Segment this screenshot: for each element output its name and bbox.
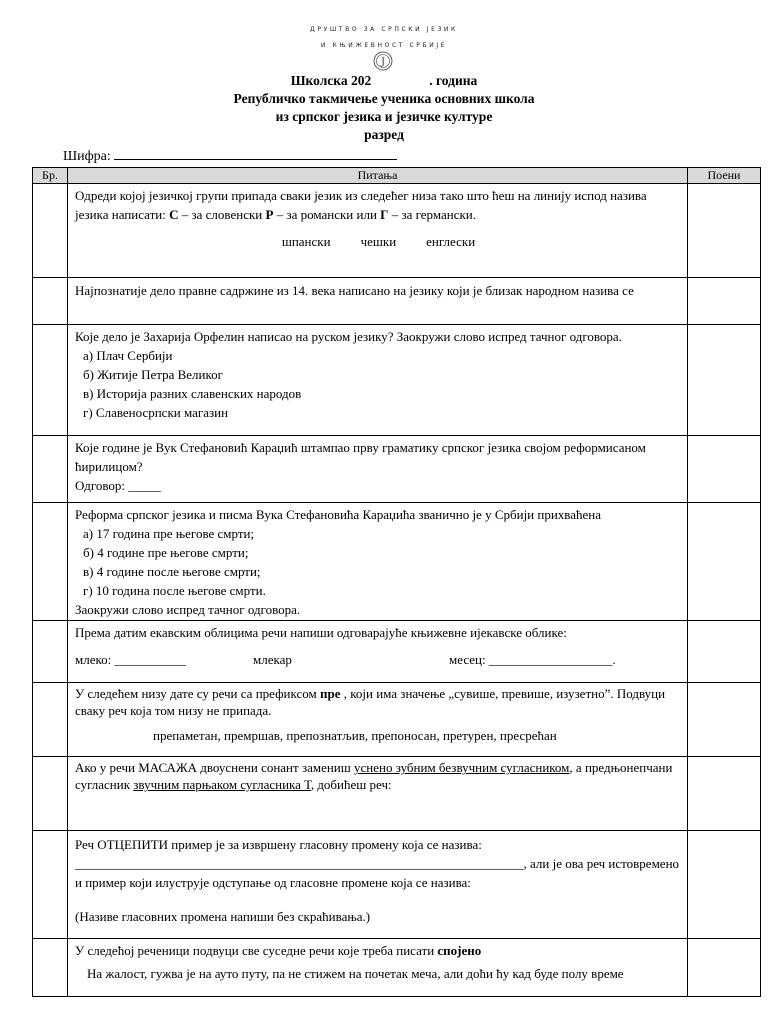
- question-number-cell: [33, 621, 68, 683]
- answer-option: а) Плач Сербији: [83, 348, 173, 364]
- answer-option: а) 17 година пре његове смрти;: [83, 525, 255, 541]
- question-row-9: [33, 830, 761, 938]
- question-cell[interactable]: Најпознатије дело правне садржине из 14. века написано на језику који је близак народном назива се: [68, 278, 688, 325]
- answer-option: в) Историја разних славенских народов: [83, 386, 302, 402]
- answer-line: Одговор: _____: [75, 477, 161, 493]
- sentence: На жалост, гужва је на ауто путу, па не стижем на почетак меча, али доћи ћу кад буде полу време: [87, 965, 624, 981]
- points-cell[interactable]: [688, 830, 761, 938]
- word-list: препаметан, премршав, препознатљив, препоносан, претурен, пресрећан: [153, 728, 557, 744]
- points-cell[interactable]: [688, 757, 761, 830]
- organization-name-line2: И КЊИЖЕВНОСТ СРБИЈЕ: [320, 42, 448, 49]
- grade-label: разред: [364, 127, 404, 142]
- points-cell[interactable]: [688, 502, 761, 620]
- code-field[interactable]: [63, 146, 397, 165]
- school-year-suffix: . година: [429, 73, 478, 88]
- language-word: чешки: [360, 234, 397, 250]
- points-cell[interactable]: [688, 278, 761, 325]
- points-cell[interactable]: [688, 325, 761, 435]
- question-number-cell: [33, 830, 68, 938]
- points-cell[interactable]: [688, 683, 761, 757]
- points-cell[interactable]: [688, 184, 761, 278]
- code-label: Шифра:: [63, 149, 111, 164]
- answer-option: б) 4 године пре његове смрти;: [83, 544, 249, 560]
- question-number-cell: [33, 325, 68, 435]
- question-cell[interactable]: Реформа српског језика и писма Вука Стефановића Караџића званично је у Србији прихваћена а) 17 година пре његове смрти; б) 4 године пре његове смрти; в) 4 године после његове смрти; г) 10 година после његове смрти. Заокружи слово испред тачног одговора.: [68, 502, 688, 620]
- table-header-row: [33, 168, 761, 184]
- question-cell[interactable]: Које дело је Захарија Орфелин написао на руском језику? Заокружи слово испред тачног одговора. а) Плач Сербији б) Житије Петра Великог в) Историја разних славенских народов г) Славеносрпски магазин: [68, 325, 688, 435]
- column-header-points: Поени: [688, 168, 761, 184]
- question-row-10: [33, 938, 761, 996]
- word-blank: млекар: [253, 652, 292, 668]
- column-header-number: Бр.: [33, 168, 68, 184]
- question-row-2: [33, 278, 761, 325]
- answer-option: б) Житије Петра Великог: [83, 367, 223, 383]
- question-number-cell: [33, 938, 68, 996]
- question-number-cell: [33, 278, 68, 325]
- competition-subtitle: из српског језика и језичке културе: [275, 109, 493, 124]
- questions-table: [32, 167, 761, 997]
- question-number-cell: [33, 502, 68, 620]
- question-cell[interactable]: Реч ОТЦЕПИТИ пример је за извршену гласовну промену која се назива: _____________________________________________________________________, али је ова реч истовремено и пример који илуструје одступање од гласовне промене која се назива: (Називе гласовних промена напиши без скраћивања.): [68, 830, 688, 938]
- question-number-cell: [33, 757, 68, 830]
- question-cell[interactable]: У следећем низу дате су речи са префиксом пре , који има значење „сувише, превише, изузетно”. Подвуци сваку реч која том низу не припада. препаметан, премршав, препознатљив, препоносан, претурен, пресрећан: [68, 683, 688, 757]
- question-cell[interactable]: Према датим екавским облицима речи напиши одговарајуће књижевне ијекавске облике: млеко: ___________ млекар месец: ___________________.: [68, 621, 688, 683]
- logo-letter: Ј: [381, 57, 385, 68]
- word-blank: млеко: ___________: [75, 652, 187, 668]
- school-year-line: [0, 72, 768, 90]
- question-row-1: [33, 184, 761, 278]
- answer-option: г) Славеносрпски магазин: [83, 405, 229, 421]
- column-header-questions: Питања: [68, 168, 688, 184]
- society-logo-icon: [373, 51, 393, 71]
- question-cell[interactable]: Одреди којој језичкој групи припада сваки језик из следећег низа тако што ћеш на линију испод назива језика написати: С – за словенски Р – за романски или Г – за германски. шпански чешки енглески: [68, 184, 688, 278]
- language-word: енглески: [426, 234, 476, 250]
- question-row-6: [33, 621, 761, 683]
- question-number-cell: [33, 184, 68, 278]
- code-blank-line: [114, 146, 397, 160]
- question-row-7: [33, 683, 761, 757]
- question-row-5: [33, 502, 761, 620]
- question-number-cell: [33, 435, 68, 502]
- question-row-3: [33, 325, 761, 435]
- question-row-4: [33, 435, 761, 502]
- school-year-label: Школска 202: [290, 73, 372, 88]
- points-cell[interactable]: [688, 938, 761, 996]
- organization-name-line1: ДРУШТВО ЗА СРПСКИ ЈЕЗИК: [310, 26, 458, 33]
- word-blank: месец: ___________________.: [449, 652, 616, 668]
- question-cell[interactable]: Ако у речи МАСАЖА двоуснени сонант замениш уснено зубним безвучним сугласником, а предњонепчани сугласник звучним парњаком сугласника Т, добићеш реч:: [68, 757, 688, 830]
- question-cell[interactable]: У следећој реченици подвуци све суседне речи које треба писати спојено На жалост, гужва је на ауто путу, па не стижем на почетак меча, али доћи ћу кад буде полу време: [68, 938, 688, 996]
- points-cell[interactable]: [688, 621, 761, 683]
- question-cell[interactable]: Које године је Вук Стефановић Караџић штампао прву граматику српског језика својом реформисаном ћирилицом? Одговор: _____: [68, 435, 688, 502]
- competition-title: Републичко такмичење ученика основних школа: [233, 91, 535, 106]
- question-number-cell: [33, 683, 68, 757]
- answer-option: в) 4 године после његове смрти;: [83, 563, 261, 579]
- question-row-8: [33, 757, 761, 830]
- language-word: шпански: [281, 234, 331, 250]
- answer-option: г) 10 година после његове смрти.: [83, 582, 266, 598]
- points-cell[interactable]: [688, 435, 761, 502]
